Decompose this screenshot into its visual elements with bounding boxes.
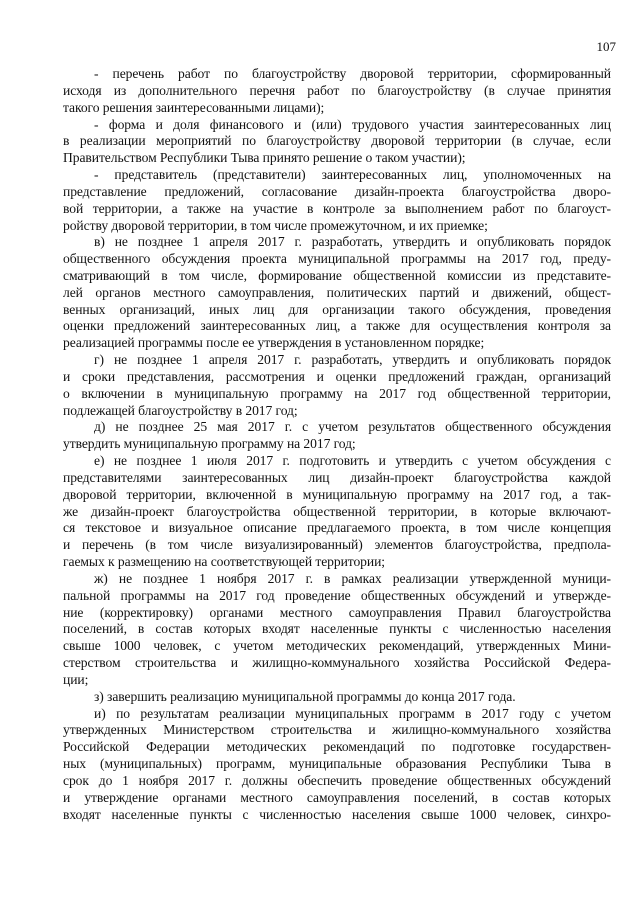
text-line: в реализации мероприятий по благоустройству дворовой территории (в случае, если: [63, 133, 611, 149]
text-line: ции;: [63, 671, 89, 687]
text-line: о включении в муниципальную программу на 2017 год общественной территории,: [63, 385, 611, 401]
text-line: ние (корректировку) органами местного самоуправления Правил благоустройства: [63, 604, 611, 620]
text-line: - форма и доля финансового и (или) трудового участия заинтересованных лиц: [94, 116, 611, 132]
text-line: стерством строительства и жилищно-коммунального хозяйства Российской Федера-: [63, 655, 611, 670]
text-line: - перечень работ по благоустройству дворовой территории, сформированный: [94, 66, 611, 81]
text-line: и утверждение органами местного самоуправления поселений, в состав которых: [63, 789, 611, 805]
text-line: и сроки представления, рассмотрения и оценки предложений граждан, организаций: [63, 368, 611, 384]
text-line: утвержденных Министерством строительства и жилищно-коммунального хозяйства: [63, 722, 611, 738]
text-line: общественного обсуждения проекта муниципальной программы на 2017 год, преду-: [63, 251, 611, 267]
text-line: е) не позднее 1 июля 2017 г. подготовить и утвердить с учетом обсуждения с: [94, 453, 611, 469]
text-line: г) не позднее 1 апреля 2017 г. разработать, утвердить и опубликовать порядок: [94, 352, 611, 368]
text-line: такого решения заинтересованными лицами);: [63, 99, 325, 115]
text-line: свыше 1000 человек, с учетом методических рекомендаций, утвержденных Мини-: [63, 638, 611, 654]
text-line: и) по результатам реализации муниципальных программ в 2017 году с учетом: [94, 705, 611, 721]
text-line: входят населенные пункты с численностью населения свыше 1000 человек, синхро-: [63, 806, 611, 822]
text-line: подлежащей благоустройству в 2017 год;: [63, 402, 298, 418]
text-line: ных (муниципальных) программ, муниципальные образования Республики Тыва в: [63, 756, 611, 771]
text-line: и перечень (в том числе визуализированный) элементов благоустройства, предпола-: [63, 537, 611, 553]
text-line: д) не позднее 25 мая 2017 г. с учетом результатов общественного обсуждения: [94, 419, 611, 435]
text-line: Российской Федерации методических рекомендаций по подготовке государствен-: [63, 739, 611, 755]
text-line: лей органов местного самоуправления, политических партий и движений, общест-: [63, 284, 611, 300]
text-line: Правительством Республики Тыва принято решение о таком участии);: [63, 150, 466, 166]
text-line: реализацией программы после ее утверждения в установленном порядке;: [63, 335, 485, 351]
text-line: исходя из дополнительного перечня работ по благоустройству (в случае принятия: [63, 82, 611, 98]
text-line: в) не позднее 1 апреля 2017 г. разработать, утвердить и опубликовать порядок: [94, 234, 611, 250]
text-line: срок до 1 ноября 2017 г. должны обеспечить проведение общественных обсуждений: [63, 772, 611, 788]
text-line: ж) не позднее 1 ноября 2017 г. в рамках реализации утвержденной муници-: [94, 570, 611, 586]
text-line: утвердить муниципальную программу на 2017 год;: [63, 436, 356, 452]
text-line: гаемых к размещению на соответствующей территории;: [63, 554, 385, 570]
text-line: з) завершить реализацию муниципальной программы до конца 2017 года.: [94, 688, 516, 704]
text-line: сматривающий в том числе, формирование общественной комиссии из представите-: [63, 268, 611, 283]
text-line: венных организаций, иных лиц для организации такого обсуждения, проведения: [63, 301, 611, 317]
text-line: - представитель (представители) заинтересованных лиц, уполномоченных на: [94, 167, 611, 182]
page-number: 107: [596, 39, 616, 54]
text-line: пальной программы на 2017 год проведение общественных обсуждений и утвержде-: [63, 587, 611, 603]
text-line: вой территории, а также на участие в контроле за выполнением работ по благоуст-: [63, 200, 611, 216]
text-line: ся текстовое и визуальное описание предлагаемого проекта, в том числе концепция: [63, 520, 611, 536]
text-line: поселений, в состав которых входят населенные пункты с численностью населения: [63, 621, 611, 637]
text-line: ройству дворовой территории, в том числе промежуточном, и их приемке;: [63, 217, 488, 233]
text-line: дворовой территории, включенной в муниципальную программу на 2017 год, а так-: [63, 486, 611, 502]
text-line: представителями заинтересованных лиц дизайн-проект благоустройства каждой: [63, 469, 611, 485]
text-line: же дизайн-проект благоустройства общественной территории, в которые включают-: [63, 503, 611, 519]
text-line: представление предложений, согласование дизайн-проекта благоустройства дворо-: [63, 183, 611, 199]
text-line: оценки предложений заинтересованных лиц, а также для осуществления контроля за: [63, 318, 611, 334]
